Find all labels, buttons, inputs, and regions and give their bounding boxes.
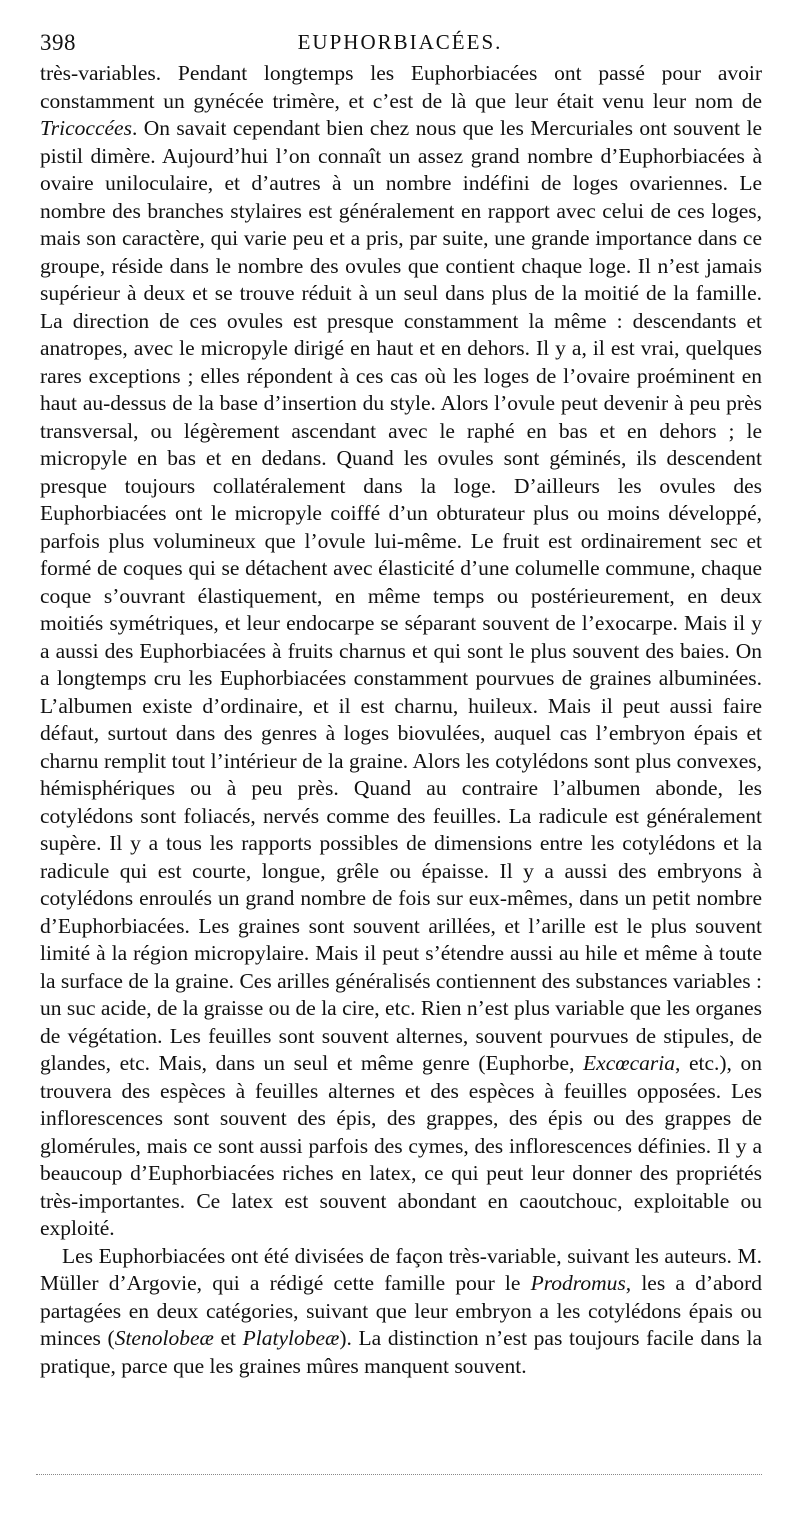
- text-run: et: [213, 1326, 243, 1350]
- italic-term: Platylobeæ: [242, 1326, 340, 1350]
- text-run: , les a d’abord partagées en deux catégories, suivant que leur embryon a les cotylédons épais ou minces (: [40, 1271, 762, 1350]
- paragraph: [40, 1243, 762, 1381]
- body-text: [40, 60, 762, 1380]
- running-head: EUPHORBIACÉES.: [297, 30, 503, 54]
- italic-term: Prodromus: [530, 1271, 626, 1295]
- text-run: très-variables. Pendant longtemps les Euphorbiacées ont passé pour avoir constamment un gynécée trimère, et c’est de là que leur était venu leur nom de: [40, 61, 762, 113]
- italic-term: Excœcaria: [583, 1051, 675, 1075]
- text-run: ). La distinction n’est pas toujours facile dans la pratique, parce que les graines mûres manquent souvent.: [40, 1326, 763, 1378]
- page-header: [40, 30, 760, 58]
- text-run: Les Euphorbiacées ont été divisées de façon très-variable, suivant les auteurs. M. Müller d’Argovie, qui a rédigé cette famille pour le: [40, 1243, 762, 1295]
- text-run: , etc.), on trouvera des espèces à feuilles alternes et des espèces à feuilles opposées. Les inflorescences sont souvent des épis, des grappes, des épis ou des grappes de glomérules, mais ce sont aussi parfois des cymes, des inflorescences définies. Il y a beaucoup d’Euphorbiacées riches en latex, ce qui peut leur donner des propriétés très-importantes. Ce latex est souvent abondant en caoutchouc, exploitable ou exploité.: [40, 1051, 762, 1240]
- paragraph: [40, 60, 762, 1243]
- italic-term: Tricoccées: [40, 116, 132, 140]
- bottom-dotted-rule: [36, 1474, 762, 1475]
- text-run: . On savait cependant bien chez nous que les Mercuriales ont souvent le pistil dimère. Aujourd’hui l’on connaît un assez grand nombre d’Euphorbiacées à ovaire uniloculaire, et d’autres à un nombre indéfini de loges ovariennes. Le nombre des branches stylaires est généralement en rapport avec celui de ces loges, mais son caractère, qui varie peu et a pris, par suite, une grande importance dans ce groupe, réside dans le nombre des ovules que contient chaque loge. Il n’est jamais supérieur à deux et se trouve réduit à un seul dans plus de la moitié de la famille. La direction de ces ovules est presque constamment la même : descendants et anatropes, avec le micropyle dirigé en haut et en dehors. Il y a, il est vrai, quelques rares exceptions ; elles répondent à ces cas où les loges de l’ovaire proéminent en haut au-dessus de la base d’insertion du style. Alors l’ovule peut devenir à peu près transversal, ou légèrement ascendant avec le raphé en bas et en dehors ; le micropyle en bas et en dedans. Quand les ovules sont géminés, ils descendent presque toujours collatéralement dans la loge. D’ailleurs les ovules des Euphorbiacées ont le micropyle coiffé d’un obturateur plus ou moins développé, parfois plus volumineux que l’ovule lui-même. Le fruit est ordinairement sec et formé de coques qui se détachent avec élasticité d’une columelle commune, chaque coque s’ouvrant élastiquement, en même temps ou postérieurement, en deux moitiés symétriques, et leur endocarpe se séparant souvent de l’exocarpe. Mais il y a aussi des Euphorbiacées à fruits charnus et qui sont le plus souvent des baies. On a longtemps cru les Euphorbiacées constamment pourvues de graines albuminées. L’albumen existe d’ordinaire, et il est charnu, huileux. Mais il peut aussi faire défaut, surtout dans des genres à loges biovulées, auquel cas l’embryon épais et charnu remplit tout l’intérieur de la graine. Alors les cotylédons sont plus convexes, hémisphériques ou à peu près. Quand au contraire l’albumen abonde, les cotylédons sont foliacés, nervés comme des feuilles. La radicule est généralement supère. Il y a tous les rapports possibles de dimensions entre les cotylédons et la radicule qui est courte, longue, grêle ou épaisse. Il y a aussi des embryons à cotylédons enroulés un grand nombre de fois sur eux-mêmes, dans un petit nombre d’Euphorbiacées. Les graines sont souvent arillées, et l’arille est le plus souvent limité à la région micropylaire. Mais il peut s’étendre aussi au hile et même à toute la surface de la graine. Ces arilles généralisés contiennent des substances variables : un suc acide, de la graisse ou de la cire, etc. Rien n’est plus variable que les organes de végétation. Les feuilles sont souvent alternes, souvent pourvues de stipules, de glandes, etc. Mais, dans un seul et même genre (Euphorbe,: [40, 116, 762, 1075]
- page-number: 398: [40, 30, 76, 55]
- italic-term: Stenolobeæ: [114, 1326, 214, 1350]
